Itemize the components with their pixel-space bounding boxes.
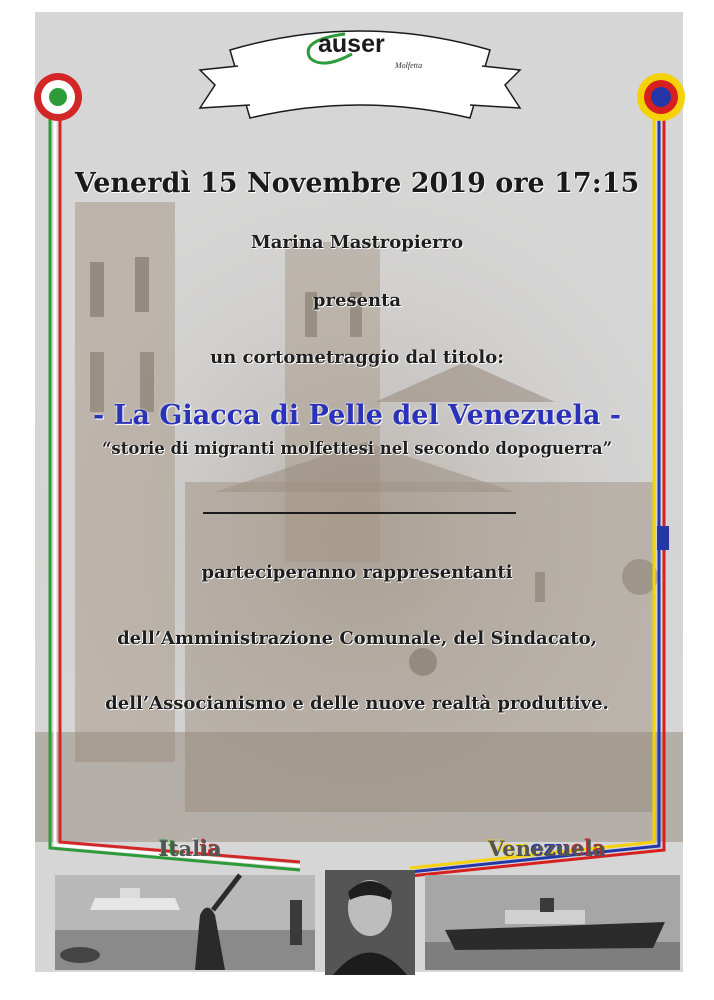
venezuela-border-line [410,112,664,876]
italy-cockade-icon [34,73,82,121]
logo-name: auser [318,30,385,58]
event-date: Venerdì 15 Novembre 2019 ore 17:15 [74,168,640,199]
country-italy-label: Italia [158,835,221,860]
film-subtitle: “storie di migranti molfettesi nel secondo dopoguerra” [101,439,613,458]
presents-label: presenta [312,290,402,311]
italy-border-line [50,112,300,870]
venezuela-cockade-icon [637,73,685,121]
country-venezuela-label: Venezuela [487,835,606,860]
bottom-photo-strip [35,870,683,975]
participants-line-3: dell’Associanismo e delle nuove realtà produttive. [105,693,609,714]
eu-flag-icon [657,526,669,550]
film-intro: un cortometraggio dal titolo: [210,347,504,368]
divider-line [203,512,516,514]
logo-place: Molfetta [395,61,423,70]
participants-line-2: dell’Amministrazione Comunale, del Sindacato, [117,628,597,649]
presenter-name: Marina Mastropierro [250,232,464,253]
participants-intro: parteciperanno rappresentanti [201,562,513,583]
film-title: - La Giacca di Pelle del Venezuela - [92,400,622,431]
